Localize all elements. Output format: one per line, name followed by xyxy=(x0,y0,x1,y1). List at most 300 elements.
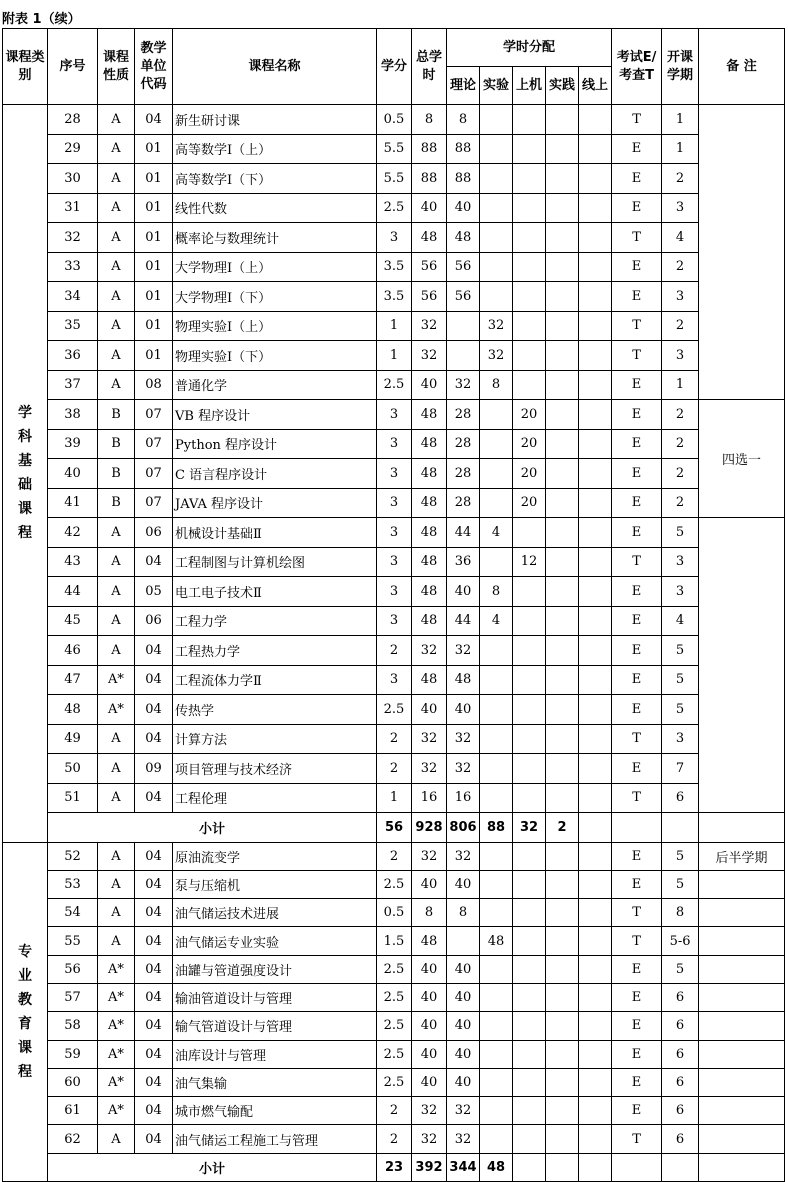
cell-credits: 2.5 xyxy=(377,193,412,223)
cell-nature: A xyxy=(98,870,135,898)
cell-term: 7 xyxy=(662,754,699,784)
cell-term: 2 xyxy=(662,252,699,282)
cell-name: 油罐与管道强度设计 xyxy=(173,955,377,983)
cell-comp xyxy=(513,1125,546,1153)
cell-name: 项目管理与技术经济 xyxy=(173,754,377,784)
cell-name: 油气储运工程施工与管理 xyxy=(173,1125,377,1153)
cell-online xyxy=(579,311,612,341)
cell-exp: 48 xyxy=(480,927,513,955)
table-row xyxy=(3,577,785,607)
subtotal-row xyxy=(3,1153,785,1181)
cell-comp xyxy=(513,724,546,754)
cell-term: 5 xyxy=(662,955,699,983)
cell-exam: E xyxy=(612,695,662,725)
cell-exam: E xyxy=(612,983,662,1011)
cell-nature: A* xyxy=(98,1068,135,1096)
table-row xyxy=(3,783,785,813)
cell-nature: A xyxy=(98,606,135,636)
cell-online xyxy=(579,193,612,223)
cell-unit: 01 xyxy=(135,164,173,194)
cell-credits: 2.5 xyxy=(377,1012,412,1040)
cell-exp xyxy=(480,1068,513,1096)
subtotal-credits: 23 xyxy=(377,1153,412,1181)
cell-seq: 43 xyxy=(48,547,98,577)
table-row xyxy=(3,252,785,282)
cell-online xyxy=(579,695,612,725)
cell-name: 概率论与数理统计 xyxy=(173,223,377,253)
cell-prac xyxy=(546,518,579,548)
cell-comp xyxy=(513,665,546,695)
table-row xyxy=(3,193,785,223)
table-row xyxy=(3,842,785,870)
cell-credits: 5.5 xyxy=(377,134,412,164)
cell-credits: 0.5 xyxy=(377,899,412,927)
cell-exam: E xyxy=(612,488,662,518)
cell-seq: 56 xyxy=(48,955,98,983)
cell-total: 32 xyxy=(412,1097,447,1125)
cell-prac xyxy=(546,899,579,927)
cell-theory: 28 xyxy=(447,400,480,430)
cell-comp xyxy=(513,193,546,223)
cell-exp xyxy=(480,252,513,282)
cell-total: 48 xyxy=(412,547,447,577)
cell-prac xyxy=(546,311,579,341)
cell-nature: A xyxy=(98,842,135,870)
cell-total: 48 xyxy=(412,429,447,459)
cell-exam: E xyxy=(612,429,662,459)
cell-nature: A* xyxy=(98,1040,135,1068)
cell-seq: 30 xyxy=(48,164,98,194)
cell-nature: A xyxy=(98,164,135,194)
cell-comp: 20 xyxy=(513,459,546,489)
cell-online xyxy=(579,983,612,1011)
table-row xyxy=(3,1097,785,1125)
cell-exam: E xyxy=(612,955,662,983)
cell-theory: 16 xyxy=(447,783,480,813)
cell-comp xyxy=(513,252,546,282)
cell-theory: 40 xyxy=(447,695,480,725)
cell-credits: 3 xyxy=(377,429,412,459)
cell-nature: A xyxy=(98,927,135,955)
table-row xyxy=(3,1125,785,1153)
cell-total: 48 xyxy=(412,488,447,518)
cell-exam: T xyxy=(612,783,662,813)
cell-nature: A xyxy=(98,899,135,927)
cell-unit: 01 xyxy=(135,311,173,341)
cell-exp xyxy=(480,783,513,813)
cell-unit: 01 xyxy=(135,134,173,164)
cell-credits: 2 xyxy=(377,754,412,784)
cell-nature: A* xyxy=(98,1097,135,1125)
cell-theory: 40 xyxy=(447,1040,480,1068)
cell-seq: 41 xyxy=(48,488,98,518)
cell-credits: 3 xyxy=(377,547,412,577)
cell-unit: 09 xyxy=(135,754,173,784)
cell-seq: 51 xyxy=(48,783,98,813)
cell-online xyxy=(579,459,612,489)
cell-prac xyxy=(546,1040,579,1068)
cell-seq: 38 xyxy=(48,400,98,430)
table-row xyxy=(3,429,785,459)
cell-total: 40 xyxy=(412,1040,447,1068)
cell-exam: E xyxy=(612,1068,662,1096)
cell-name: 工程力学 xyxy=(173,606,377,636)
table-row xyxy=(3,1040,785,1068)
cell-nature: A xyxy=(98,547,135,577)
cell-total: 48 xyxy=(412,223,447,253)
cell-unit: 01 xyxy=(135,341,173,371)
cell-theory: 28 xyxy=(447,488,480,518)
cell-credits: 2.5 xyxy=(377,1040,412,1068)
cell-online xyxy=(579,1125,612,1153)
cell-total: 32 xyxy=(412,1125,447,1153)
cell-theory: 40 xyxy=(447,193,480,223)
cell-exam: T xyxy=(612,311,662,341)
table-row xyxy=(3,164,785,194)
table-row xyxy=(3,636,785,666)
cell-total: 88 xyxy=(412,164,447,194)
cell-comp xyxy=(513,955,546,983)
cell-unit: 01 xyxy=(135,193,173,223)
cell-total: 40 xyxy=(412,870,447,898)
cell-exp xyxy=(480,488,513,518)
cell-credits: 3 xyxy=(377,577,412,607)
cell-credits: 3 xyxy=(377,665,412,695)
remark-group-cell: 四选一 xyxy=(699,400,785,518)
subtotal-exp: 48 xyxy=(480,1153,513,1181)
cell-credits: 3 xyxy=(377,606,412,636)
cell-online xyxy=(579,134,612,164)
cell-exp xyxy=(480,223,513,253)
cell-theory: 88 xyxy=(447,134,480,164)
subtotal-label: 小计 xyxy=(48,1153,377,1181)
cell-exp xyxy=(480,1097,513,1125)
cell-credits: 3 xyxy=(377,223,412,253)
header-credits: 学分 xyxy=(377,29,412,105)
cell-seq: 49 xyxy=(48,724,98,754)
cell-prac xyxy=(546,252,579,282)
cell-prac xyxy=(546,1125,579,1153)
header-seq: 序号 xyxy=(48,29,98,105)
cell-prac xyxy=(546,1068,579,1096)
table-row xyxy=(3,547,785,577)
cell-comp xyxy=(513,983,546,1011)
table-row xyxy=(3,665,785,695)
cell-exp xyxy=(480,547,513,577)
cell-online xyxy=(579,724,612,754)
cell-nature: B xyxy=(98,459,135,489)
cell-comp xyxy=(513,1012,546,1040)
cell-exp xyxy=(480,1125,513,1153)
cell-name: 高等数学Ⅰ（下） xyxy=(173,164,377,194)
cell-theory: 32 xyxy=(447,1125,480,1153)
cell-nature: A xyxy=(98,134,135,164)
cell-exam: E xyxy=(612,842,662,870)
table-row xyxy=(3,724,785,754)
cell-name: 新生研讨课 xyxy=(173,105,377,135)
cell-term: 8 xyxy=(662,899,699,927)
cell-prac xyxy=(546,164,579,194)
cell-unit: 08 xyxy=(135,370,173,400)
remark-cell xyxy=(699,105,785,400)
subtotal-empty xyxy=(699,1153,785,1181)
subtotal-empty xyxy=(612,1153,662,1181)
cell-unit: 04 xyxy=(135,636,173,666)
cell-prac xyxy=(546,400,579,430)
remark-cell xyxy=(699,1125,785,1153)
cell-term: 3 xyxy=(662,341,699,371)
cell-total: 32 xyxy=(412,341,447,371)
cell-name: 机械设计基础Ⅱ xyxy=(173,518,377,548)
cell-total: 16 xyxy=(412,783,447,813)
cell-seq: 60 xyxy=(48,1068,98,1096)
header-exp: 实验 xyxy=(480,67,513,105)
table-row xyxy=(3,134,785,164)
cell-theory: 44 xyxy=(447,606,480,636)
cell-comp xyxy=(513,695,546,725)
cell-nature: A xyxy=(98,518,135,548)
cell-unit: 04 xyxy=(135,899,173,927)
cell-unit: 04 xyxy=(135,1012,173,1040)
cell-name: 油库设计与管理 xyxy=(173,1040,377,1068)
cell-comp: 20 xyxy=(513,488,546,518)
cell-credits: 2.5 xyxy=(377,370,412,400)
cell-seq: 52 xyxy=(48,842,98,870)
remark-cell xyxy=(699,1012,785,1040)
cell-online xyxy=(579,518,612,548)
cell-online xyxy=(579,341,612,371)
cell-credits: 1 xyxy=(377,341,412,371)
cell-theory: 48 xyxy=(447,665,480,695)
table-caption: 附表 1（续） xyxy=(2,12,81,27)
cell-total: 48 xyxy=(412,577,447,607)
cell-theory: 56 xyxy=(447,252,480,282)
cell-theory: 88 xyxy=(447,164,480,194)
cell-term: 6 xyxy=(662,1068,699,1096)
cell-term: 6 xyxy=(662,983,699,1011)
subtotal-comp xyxy=(513,1153,546,1181)
remark-cell xyxy=(699,870,785,898)
cell-nature: A xyxy=(98,754,135,784)
cell-name: VB 程序设计 xyxy=(173,400,377,430)
cell-exam: T xyxy=(612,547,662,577)
subtotal-total: 928 xyxy=(412,813,447,843)
cell-nature: A xyxy=(98,282,135,312)
cell-name: JAVA 程序设计 xyxy=(173,488,377,518)
cell-term: 6 xyxy=(662,1040,699,1068)
cell-unit: 01 xyxy=(135,252,173,282)
cell-name: 传热学 xyxy=(173,695,377,725)
cell-theory xyxy=(447,341,480,371)
remark-cell xyxy=(699,983,785,1011)
cell-prac xyxy=(546,134,579,164)
subtotal-empty xyxy=(662,1153,699,1181)
cell-theory: 36 xyxy=(447,547,480,577)
cell-name: 大学物理Ⅰ（下） xyxy=(173,282,377,312)
cell-term: 1 xyxy=(662,105,699,135)
category-cell xyxy=(3,105,48,843)
cell-online xyxy=(579,577,612,607)
subtotal-empty xyxy=(612,813,662,843)
remark-cell xyxy=(699,955,785,983)
cell-prac xyxy=(546,105,579,135)
cell-name: 线性代数 xyxy=(173,193,377,223)
cell-prac xyxy=(546,870,579,898)
cell-total: 40 xyxy=(412,193,447,223)
header-category: 课程类别 xyxy=(3,29,48,105)
cell-nature: A xyxy=(98,1125,135,1153)
category-label: 专业教育课程 xyxy=(18,943,32,1080)
cell-total: 32 xyxy=(412,724,447,754)
subtotal-theory: 344 xyxy=(447,1153,480,1181)
cell-comp xyxy=(513,636,546,666)
cell-comp: 20 xyxy=(513,400,546,430)
cell-exp xyxy=(480,899,513,927)
cell-name: 大学物理Ⅰ（上） xyxy=(173,252,377,282)
subtotal-comp: 32 xyxy=(513,813,546,843)
cell-exam: E xyxy=(612,665,662,695)
cell-nature: A xyxy=(98,252,135,282)
cell-term: 3 xyxy=(662,724,699,754)
cell-comp xyxy=(513,370,546,400)
cell-seq: 50 xyxy=(48,754,98,784)
cell-term: 5 xyxy=(662,636,699,666)
cell-term: 5 xyxy=(662,518,699,548)
cell-unit: 06 xyxy=(135,518,173,548)
header-name: 课程名称 xyxy=(173,29,377,105)
cell-online xyxy=(579,282,612,312)
cell-theory xyxy=(447,311,480,341)
remark-cell xyxy=(699,1068,785,1096)
cell-exp xyxy=(480,193,513,223)
header-theory: 理论 xyxy=(447,67,480,105)
cell-prac xyxy=(546,606,579,636)
cell-term: 3 xyxy=(662,282,699,312)
cell-seq: 29 xyxy=(48,134,98,164)
cell-comp: 12 xyxy=(513,547,546,577)
cell-total: 32 xyxy=(412,636,447,666)
cell-comp xyxy=(513,577,546,607)
cell-seq: 45 xyxy=(48,606,98,636)
cell-nature: A xyxy=(98,783,135,813)
table-row xyxy=(3,282,785,312)
cell-nature: A xyxy=(98,370,135,400)
cell-term: 3 xyxy=(662,577,699,607)
cell-exam: T xyxy=(612,927,662,955)
cell-exam: E xyxy=(612,577,662,607)
cell-term: 5 xyxy=(662,870,699,898)
cell-nature: B xyxy=(98,488,135,518)
cell-name: C 语言程序设计 xyxy=(173,459,377,489)
remark-cell xyxy=(699,1097,785,1125)
cell-exam: T xyxy=(612,1125,662,1153)
cell-seq: 32 xyxy=(48,223,98,253)
cell-unit: 04 xyxy=(135,1097,173,1125)
cell-prac xyxy=(546,488,579,518)
cell-exp xyxy=(480,429,513,459)
cell-exam: E xyxy=(612,754,662,784)
cell-exam: E xyxy=(612,1040,662,1068)
cell-comp xyxy=(513,134,546,164)
cell-seq: 54 xyxy=(48,899,98,927)
cell-comp xyxy=(513,754,546,784)
cell-online xyxy=(579,1068,612,1096)
cell-theory: 40 xyxy=(447,983,480,1011)
cell-online xyxy=(579,400,612,430)
cell-theory: 40 xyxy=(447,1012,480,1040)
cell-exp: 8 xyxy=(480,370,513,400)
cell-credits: 2 xyxy=(377,842,412,870)
cell-exp: 32 xyxy=(480,311,513,341)
cell-prac xyxy=(546,927,579,955)
cell-name: 油气储运技术进展 xyxy=(173,899,377,927)
cell-online xyxy=(579,1097,612,1125)
table-body xyxy=(3,105,785,1182)
cell-seq: 58 xyxy=(48,1012,98,1040)
cell-theory: 48 xyxy=(447,223,480,253)
table-row xyxy=(3,518,785,548)
header-prac: 实践 xyxy=(546,67,579,105)
cell-prac xyxy=(546,459,579,489)
cell-online xyxy=(579,252,612,282)
cell-credits: 2 xyxy=(377,1125,412,1153)
subtotal-prac: 2 xyxy=(546,813,579,843)
cell-total: 88 xyxy=(412,134,447,164)
cell-exp xyxy=(480,842,513,870)
cell-theory: 32 xyxy=(447,370,480,400)
cell-exp xyxy=(480,282,513,312)
cell-comp xyxy=(513,606,546,636)
cell-total: 40 xyxy=(412,370,447,400)
cell-total: 8 xyxy=(412,899,447,927)
cell-comp xyxy=(513,223,546,253)
cell-exp xyxy=(480,695,513,725)
cell-seq: 31 xyxy=(48,193,98,223)
cell-theory: 32 xyxy=(447,842,480,870)
cell-total: 32 xyxy=(412,842,447,870)
cell-credits: 3 xyxy=(377,400,412,430)
cell-comp xyxy=(513,1040,546,1068)
cell-exam: E xyxy=(612,606,662,636)
cell-exam: E xyxy=(612,1012,662,1040)
cell-term: 6 xyxy=(662,783,699,813)
cell-seq: 48 xyxy=(48,695,98,725)
cell-exam: E xyxy=(612,282,662,312)
table-row xyxy=(3,695,785,725)
cell-online xyxy=(579,1040,612,1068)
table-row xyxy=(3,870,785,898)
cell-theory: 32 xyxy=(447,754,480,784)
table-row xyxy=(3,606,785,636)
cell-nature: A xyxy=(98,724,135,754)
cell-term: 2 xyxy=(662,459,699,489)
cell-total: 40 xyxy=(412,955,447,983)
cell-nature: A xyxy=(98,193,135,223)
cell-term: 2 xyxy=(662,429,699,459)
cell-name: Python 程序设计 xyxy=(173,429,377,459)
cell-seq: 36 xyxy=(48,341,98,371)
cell-total: 32 xyxy=(412,311,447,341)
cell-comp xyxy=(513,1068,546,1096)
subtotal-theory: 806 xyxy=(447,813,480,843)
cell-exp xyxy=(480,400,513,430)
cell-nature: A xyxy=(98,636,135,666)
cell-nature: A xyxy=(98,105,135,135)
header-unit: 教学单位代码 xyxy=(135,29,173,105)
cell-credits: 0.5 xyxy=(377,105,412,135)
cell-name: 油气储运专业实验 xyxy=(173,927,377,955)
cell-credits: 3 xyxy=(377,518,412,548)
